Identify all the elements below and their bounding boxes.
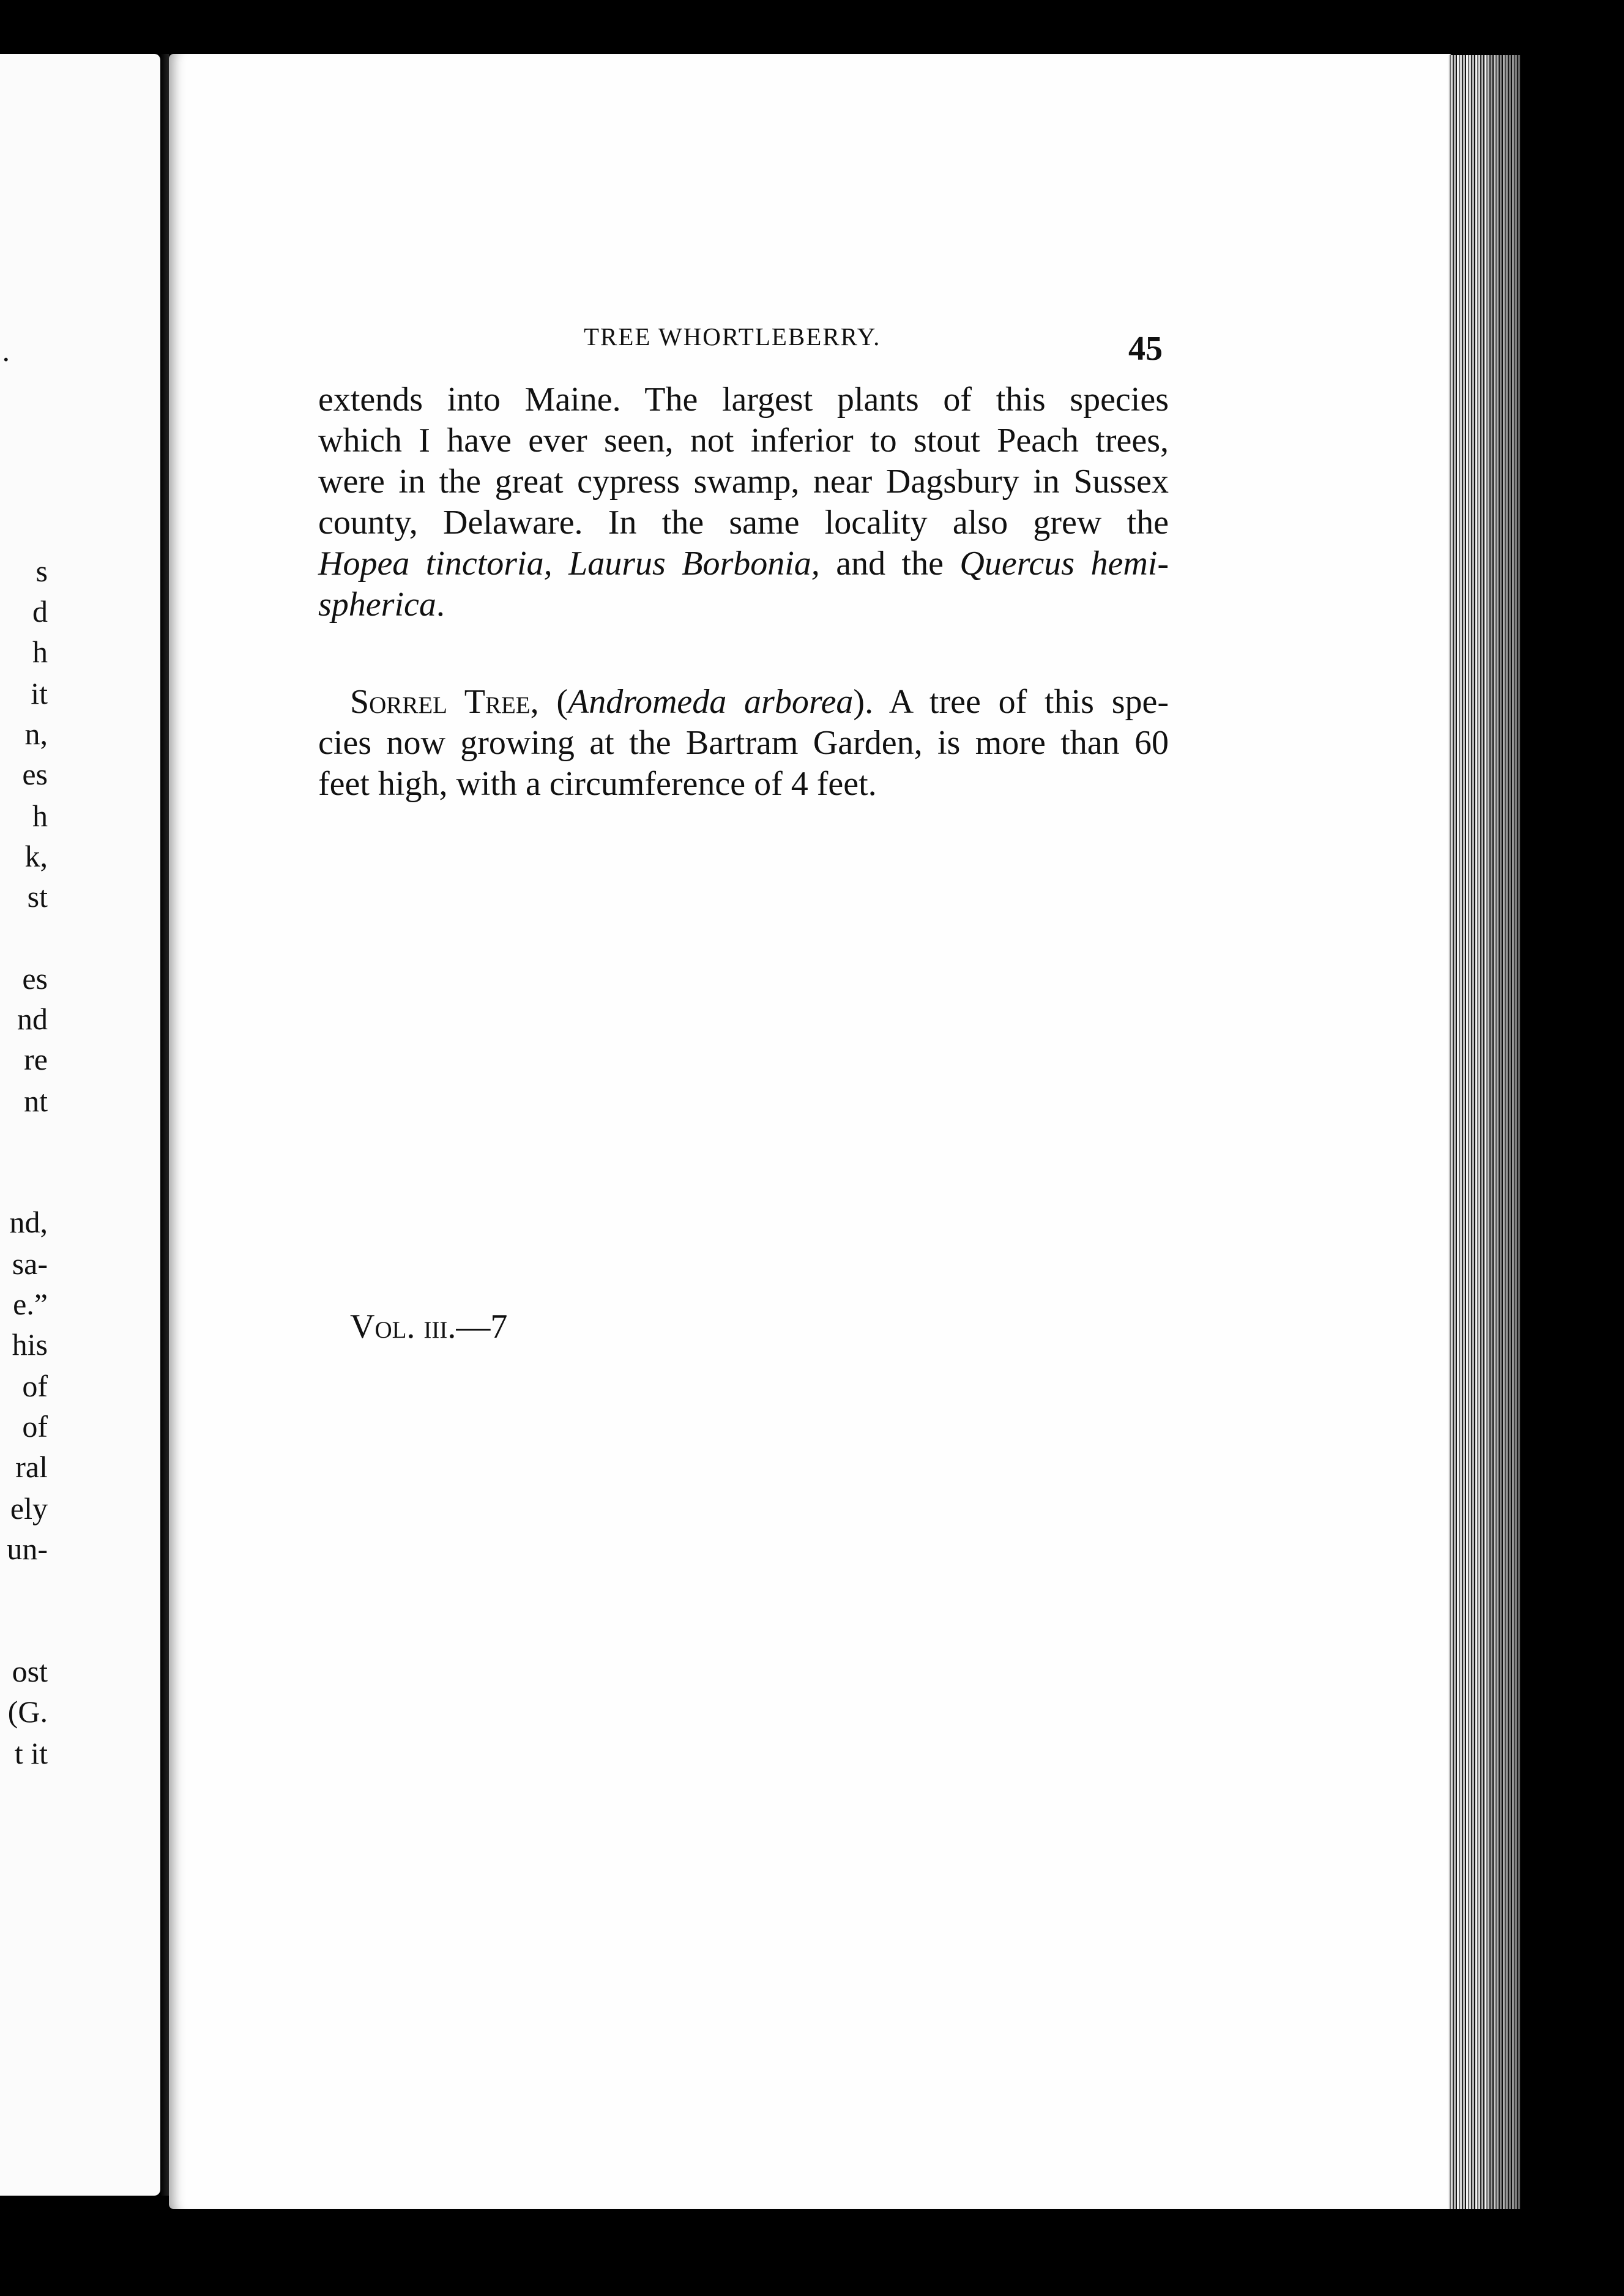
- latin-name: Quercus hemi-: [959, 545, 1169, 583]
- facing-page-text-fragment: nd,: [9, 1205, 48, 1239]
- facing-page-text-fragment: h: [32, 799, 48, 833]
- facing-page-text-fragment: nt: [24, 1084, 48, 1118]
- volume-label: Vol. iii.: [350, 1308, 456, 1346]
- text-line: [318, 682, 1169, 723]
- facing-page-text-fragment: re: [24, 1042, 48, 1076]
- page-number: 45: [1128, 330, 1163, 368]
- facing-page-text-fragment: h: [32, 635, 48, 669]
- facing-page-left: [0, 54, 160, 2196]
- facing-page-text-fragment: es: [22, 757, 48, 791]
- facing-page-text-fragment: d: [32, 594, 48, 628]
- facing-page-text-fragment: un-: [7, 1532, 48, 1566]
- text-line: were in the great cypress swamp, near Dagsbury in Sussex: [318, 463, 1169, 501]
- facing-page-text-fragment: of: [22, 1409, 48, 1444]
- latin-name: Hopea tinctoria,: [318, 545, 553, 583]
- facing-page-text-fragment: (G.: [7, 1694, 48, 1729]
- text-line: [318, 543, 1169, 584]
- facing-page-text-fragment: ral: [15, 1450, 48, 1484]
- latin-name: Andromeda arborea: [568, 683, 854, 721]
- facing-page-text-fragment: es: [22, 961, 48, 996]
- latin-name: Laurus Borbonia,: [568, 545, 820, 583]
- entry-heading: Sorrel Tree,: [350, 683, 539, 721]
- facing-page-text-fragment: e.”: [13, 1287, 48, 1321]
- running-head: TREE WHORTLEBERRY.: [584, 322, 881, 351]
- facing-page-text-fragment: s: [35, 554, 48, 588]
- text-line: county, Delaware. In the same locality also grew the: [318, 504, 1169, 542]
- text-line: [318, 584, 1169, 625]
- facing-page-text-fragment: t it: [14, 1736, 48, 1770]
- facing-page-text-fragment: nd: [17, 1002, 48, 1036]
- facing-page-text-fragment: of: [22, 1369, 48, 1403]
- facing-page-text-fragment: .: [2, 334, 10, 368]
- text-line: cies now growing at the Bartram Garden, is more than 60: [318, 724, 1169, 762]
- facing-page-text-fragment: ost: [12, 1654, 48, 1688]
- paragraph-sorrel-tree: [318, 682, 1169, 805]
- facing-page-text-fragment: n,: [24, 717, 48, 751]
- text-fragment: (: [538, 683, 568, 721]
- book-gutter: [160, 54, 169, 2196]
- text-line: feet high, with a circumference of 4 feet.: [318, 765, 877, 803]
- text-fragment: .: [436, 586, 445, 624]
- text-fragment: and the: [819, 545, 960, 583]
- text-line: which I have ever seen, not inferior to stout Peach trees,: [318, 422, 1169, 460]
- facing-page-text-fragment: it: [31, 676, 48, 710]
- facing-page-text-fragment: sa-: [12, 1247, 48, 1281]
- text-line: extends into Maine. The largest plants of this species: [318, 381, 1169, 419]
- facing-page-text-fragment: ely: [10, 1491, 48, 1526]
- signature-mark: [350, 1307, 507, 1346]
- facing-page-text-fragment: k,: [24, 839, 48, 873]
- text-fragment: ). A tree of this spe-: [853, 683, 1169, 721]
- facing-page-text-fragment: st: [27, 879, 48, 914]
- latin-name: spherica: [318, 586, 436, 624]
- page-45: [169, 54, 1451, 2209]
- signature-number: —7: [456, 1308, 508, 1346]
- facing-page-text-fragment: his: [12, 1327, 48, 1362]
- paragraph-tree-whortleberry: [318, 379, 1169, 625]
- page-edges-shadow: [1487, 55, 1624, 2209]
